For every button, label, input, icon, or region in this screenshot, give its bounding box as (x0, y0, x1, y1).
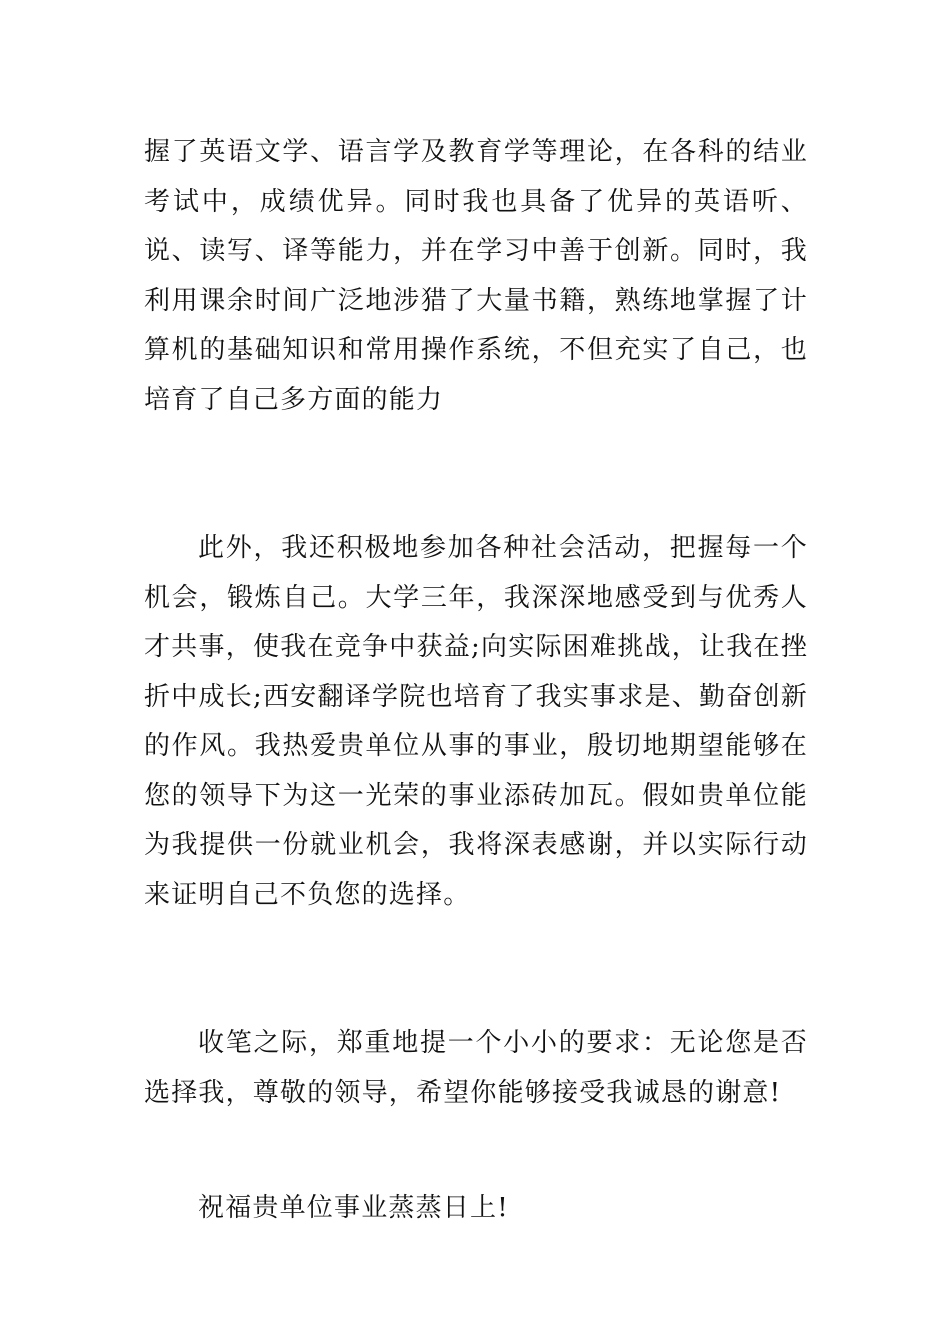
paragraph-continuation: 握了英语文学、语言学及教育学等理论，在各科的结业考试中，成绩优异。同时我也具备了优异的英语听、说、读写、译等能力，并在学习中善于创新。同时，我利用课余时间广泛地涉猎了大量书籍，熟练地掌握了计算机的基础知识和常用操作系统，不但充实了自己，也培育了自己多方面的能力 (144, 137, 808, 415)
document-body (144, 128, 808, 1234)
paragraph-spacer (144, 1118, 808, 1184)
paragraph-closing-request: 收笔之际，郑重地提一个小小的要求：无论您是否选择我，尊敬的领导，希望你能够接受我诚恳的谢意! (144, 1028, 808, 1108)
paragraph-spacer (144, 920, 808, 1019)
paragraph-spacer (144, 425, 808, 524)
paragraph-wishes: 祝福贵单位事业蒸蒸日上! (198, 1193, 509, 1223)
paragraph-activities: 此外，我还积极地参加各种社会活动，把握每一个机会，锻炼自己。大学三年，我深深地感受到与优秀人才共事，使我在竞争中获益;向实际困难挑战，让我在挫折中成长;西安翻译学院也培育了我实事求是、勤奋创新的作风。我热爱贵单位从事的事业，殷切地期望能够在您的领导下为这一光荣的事业添砖加瓦。假如贵单位能为我提供一份就业机会，我将深表感谢，并以实际行动来证明自己不负您的选择。 (144, 533, 808, 910)
